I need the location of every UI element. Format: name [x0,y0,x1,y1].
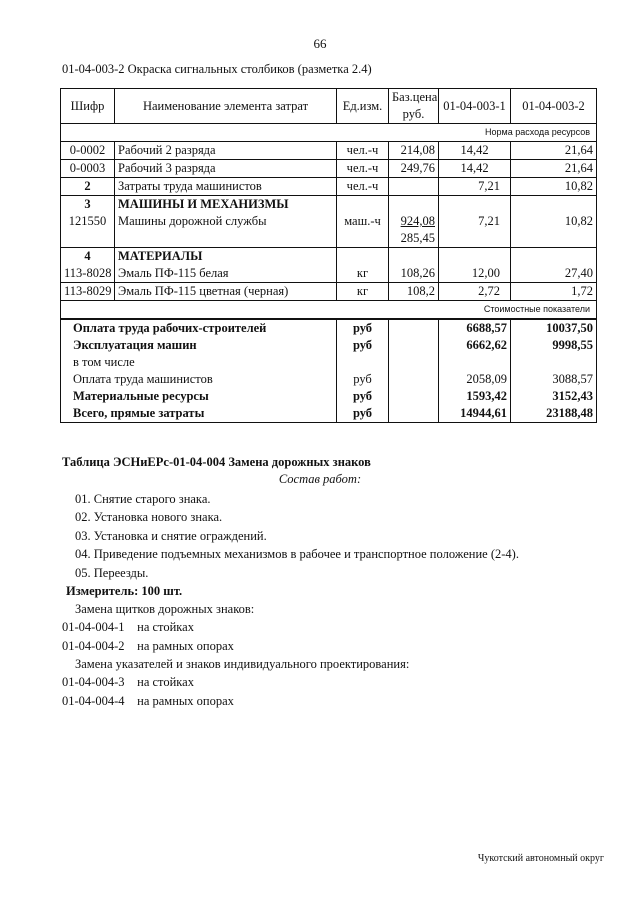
row-price: 108,26 [389,265,439,283]
cost-name: Материальные ресурсы [61,388,337,405]
cost-row [61,371,597,388]
row-unit: кг [337,283,389,301]
cost-value-1: 2058,09 [439,371,511,388]
cost-caption-row [61,301,597,320]
work-heading: Состав работ: [278,472,362,486]
row-name: Затраты труда машинистов [115,178,337,196]
cost-unit: руб [337,319,389,337]
row-value-2: 10,82 [511,178,597,196]
cost-value-2: 3152,43 [511,388,597,405]
table-header-row [61,89,597,124]
row-code: 3 [61,196,115,214]
meter: Измеритель: 100 шт. [66,584,183,598]
cost-unit: руб [337,405,389,423]
table-row [61,142,597,160]
cost-row [61,405,597,423]
cost-value-2: 10037,50 [511,319,597,337]
item-code: 01-04-004-4 [62,694,125,708]
header-code: Шифр [61,89,115,124]
work-step: 01. Снятие старого знака. [75,492,211,506]
cost-row [61,388,597,405]
row-name: Рабочий 3 разряда [115,160,337,178]
section-title: 01-04-003-2 Окраска сигнальных столбиков (разметка 2.4) [62,62,372,76]
cost-caption: Стоимостные показатели [439,301,597,320]
page-number: 66 [313,36,327,51]
header-base-price-line1: Баз.цена [392,90,438,104]
item-text: на рамных опорах [137,639,234,653]
work-step: 03. Установка и снятие ограждений. [75,529,267,543]
cost-name: Эксплуатация машин [61,337,337,354]
row-price: 249,76 [389,160,439,178]
header-base-price [389,89,439,124]
item-text: на рамных опорах [137,694,234,708]
row-value-2: 21,64 [511,142,597,160]
footer-region: Чукотский автономный округ [477,853,604,864]
item-code: 01-04-004-1 [62,620,125,634]
row-name: Машины дорожной службы [115,213,337,230]
table-row [61,196,597,214]
header-col2: 01-04-003-2 [511,89,597,124]
header-name: Наименование элемента затрат [115,89,337,124]
work-step: 05. Переезды. [75,566,149,580]
cost-name: в том числе [61,354,337,371]
table-row [61,160,597,178]
group-heading: Замена щитков дорожных знаков: [75,602,255,616]
row-price: 924,08 [389,213,439,230]
row-price [389,178,439,196]
cost-row [61,337,597,354]
row-name: Эмаль ПФ-115 цветная (черная) [115,283,337,301]
row-value-1: 14,42 [439,142,511,160]
table-row [61,248,597,266]
cost-row [61,354,597,371]
cost-name: Оплата труда рабочих-строителей [61,319,337,337]
row-code: 0-0003 [61,160,115,178]
list-item [62,620,194,635]
item-code: 01-04-004-2 [62,639,125,653]
cost-row [61,319,597,337]
list-item [62,675,194,690]
row-value-1: 2,72 [439,283,511,301]
item-code: 01-04-004-3 [62,675,125,689]
table-row [61,213,597,230]
resource-table [60,88,597,423]
norm-caption-row [61,124,597,142]
row-value-1: 7,21 [439,178,511,196]
cost-unit: руб [337,388,389,405]
row-price: 108,2 [389,283,439,301]
cost-value-1: 6662,62 [439,337,511,354]
row-name: Рабочий 2 разряда [115,142,337,160]
row-code: 113-8028 [61,265,115,283]
cost-value-2: 23188,48 [511,405,597,423]
row-value-2: 27,40 [511,265,597,283]
row-name: Эмаль ПФ-115 белая [115,265,337,283]
row-value-1: 7,21 [439,213,511,230]
cost-unit: руб [337,371,389,388]
row-value-1: 12,00 [439,265,511,283]
row-price-secondary: 285,45 [389,230,439,248]
group-heading: Замена указателей и знаков индивидуального проектирования: [75,657,410,671]
table-row [61,230,597,248]
table-heading: Таблица ЭСНиЕРс-01-04-004 Замена дорожных знаков [62,455,371,469]
row-unit: чел.-ч [337,178,389,196]
row-code: 121550 [61,213,115,230]
list-item [62,694,234,709]
cost-unit: руб [337,337,389,354]
cost-value-1: 1593,42 [439,388,511,405]
header-col1: 01-04-003-1 [439,89,511,124]
header-base-price-line2: руб. [402,107,425,121]
row-value-2: 21,64 [511,160,597,178]
list-item [62,639,234,654]
row-code: 0-0002 [61,142,115,160]
cost-value-2: 3088,57 [511,371,597,388]
item-text: на стойках [137,675,194,689]
row-value-1: 14,42 [439,160,511,178]
table-row [61,283,597,301]
table-row [61,265,597,283]
row-value-2: 1,72 [511,283,597,301]
item-text: на стойках [137,620,194,634]
cost-value-1: 6688,57 [439,319,511,337]
cost-value-1: 14944,61 [439,405,511,423]
row-code: 4 [61,248,115,266]
row-name: МАТЕРИАЛЫ [115,248,337,266]
row-unit: чел.-ч [337,142,389,160]
row-name: МАШИНЫ И МЕХАНИЗМЫ [115,196,337,214]
header-unit: Ед.изм. [337,89,389,124]
work-step: 04. Приведение подъемных механизмов в рабочее и транспортное положение (2-4). [75,547,519,561]
row-unit: чел.-ч [337,160,389,178]
row-unit: кг [337,265,389,283]
row-price: 214,08 [389,142,439,160]
cost-name: Оплата труда машинистов [61,371,337,388]
cost-name: Всего, прямые затраты [61,405,337,423]
cost-value-2: 9998,55 [511,337,597,354]
row-value-2: 10,82 [511,213,597,230]
row-code: 113-8029 [61,283,115,301]
norm-caption: Норма расхода ресурсов [439,124,597,142]
table-row [61,178,597,196]
row-unit: маш.-ч [337,213,389,230]
row-code: 2 [61,178,115,196]
work-step: 02. Установка нового знака. [75,510,223,524]
